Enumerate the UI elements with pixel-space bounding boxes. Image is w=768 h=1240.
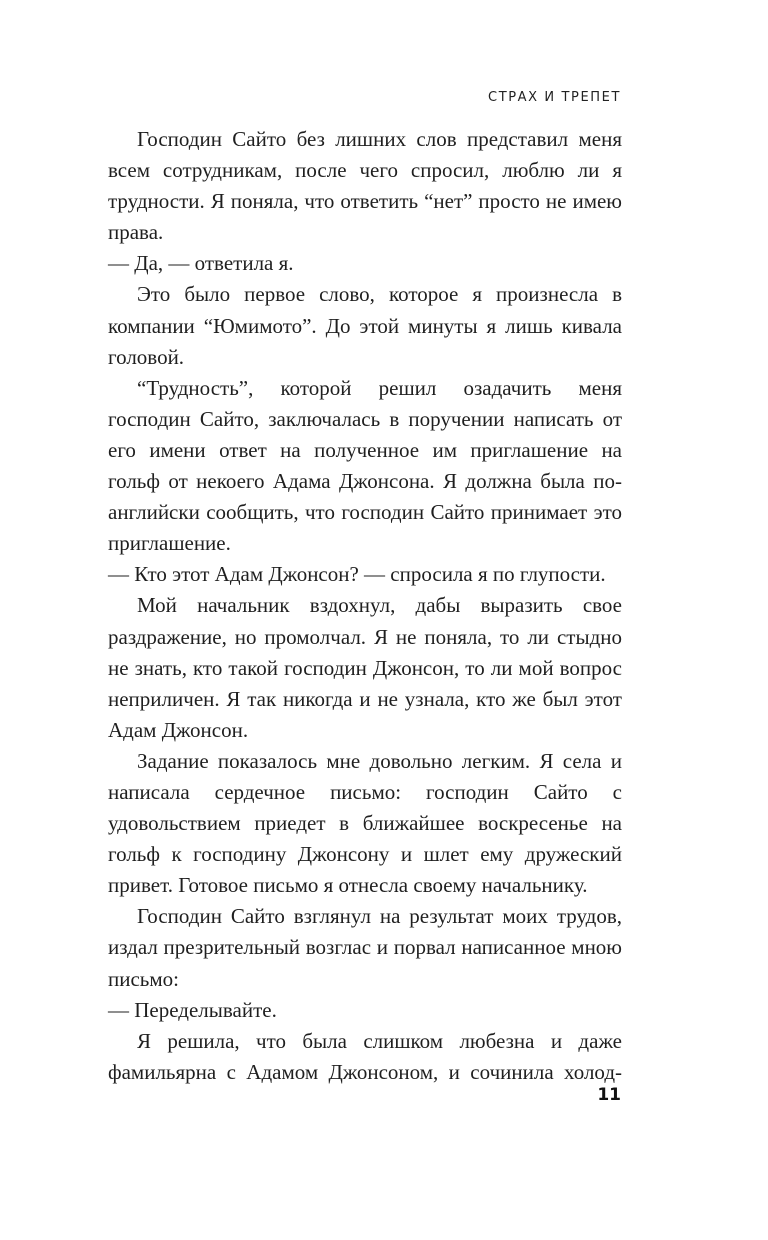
body-text bbox=[108, 124, 622, 1088]
paragraph-6: Господин Сайто взглянул на результат моих трудов, издал презрительный возглас и порвал написанное мною письмо: bbox=[108, 904, 622, 991]
paragraph-3: “Трудность”, которой решил озадачить меня господин Сайто, заключалась в поручении написать от его имени ответ на полученное им приглашение на гольф от некоего Адама Джонсона. Я должна была по-английски сообщить, что господин Сайто принимает это приглашение. bbox=[108, 375, 622, 556]
dialogue-line-1: — Да, — ответила я. bbox=[108, 251, 294, 276]
dialogue-line-2: — Кто этот Адам Джонсон? — спросила я по глупости. bbox=[108, 562, 606, 587]
paragraph-5: Задание показалось мне довольно легким. Я села и написала сердечное письмо: господин Сайто с удовольствием приедет в ближайшее воскресенье на гольф к господину Джонсону и шлет ему дружеский привет. Готовое письмо я отнесла своему начальнику. bbox=[108, 748, 622, 898]
paragraph-7: Я решила, что была слишком любезна и даже фамильярна с Адамом Джонсоном, и сочинила холод- bbox=[108, 1028, 622, 1084]
page-number: 11 bbox=[597, 1085, 621, 1105]
paragraph-2: Это было первое слово, которое я произнесла в компании “Юмимото”. До этой минуты я лишь кивала головой. bbox=[108, 282, 622, 369]
dialogue-line-3: — Переделывайте. bbox=[108, 997, 277, 1022]
paragraph-4: Мой начальник вздохнул, дабы выразить свое раздражение, но промолчал. Я не поняла, то ли стыдно не знать, кто такой господин Джонсон, то ли мой вопрос неприличен. Я так никогда и не узнала, кто же был этот Адам Джонсон. bbox=[108, 593, 622, 742]
paragraph-1: Господин Сайто без лишних слов представил меня всем сотрудникам, после чего спросил, люблю ли я трудности. Я поняла, что ответить “нет” просто не имею права. bbox=[108, 127, 622, 245]
running-title: СТРАХ И ТРЕПЕТ bbox=[488, 90, 621, 105]
